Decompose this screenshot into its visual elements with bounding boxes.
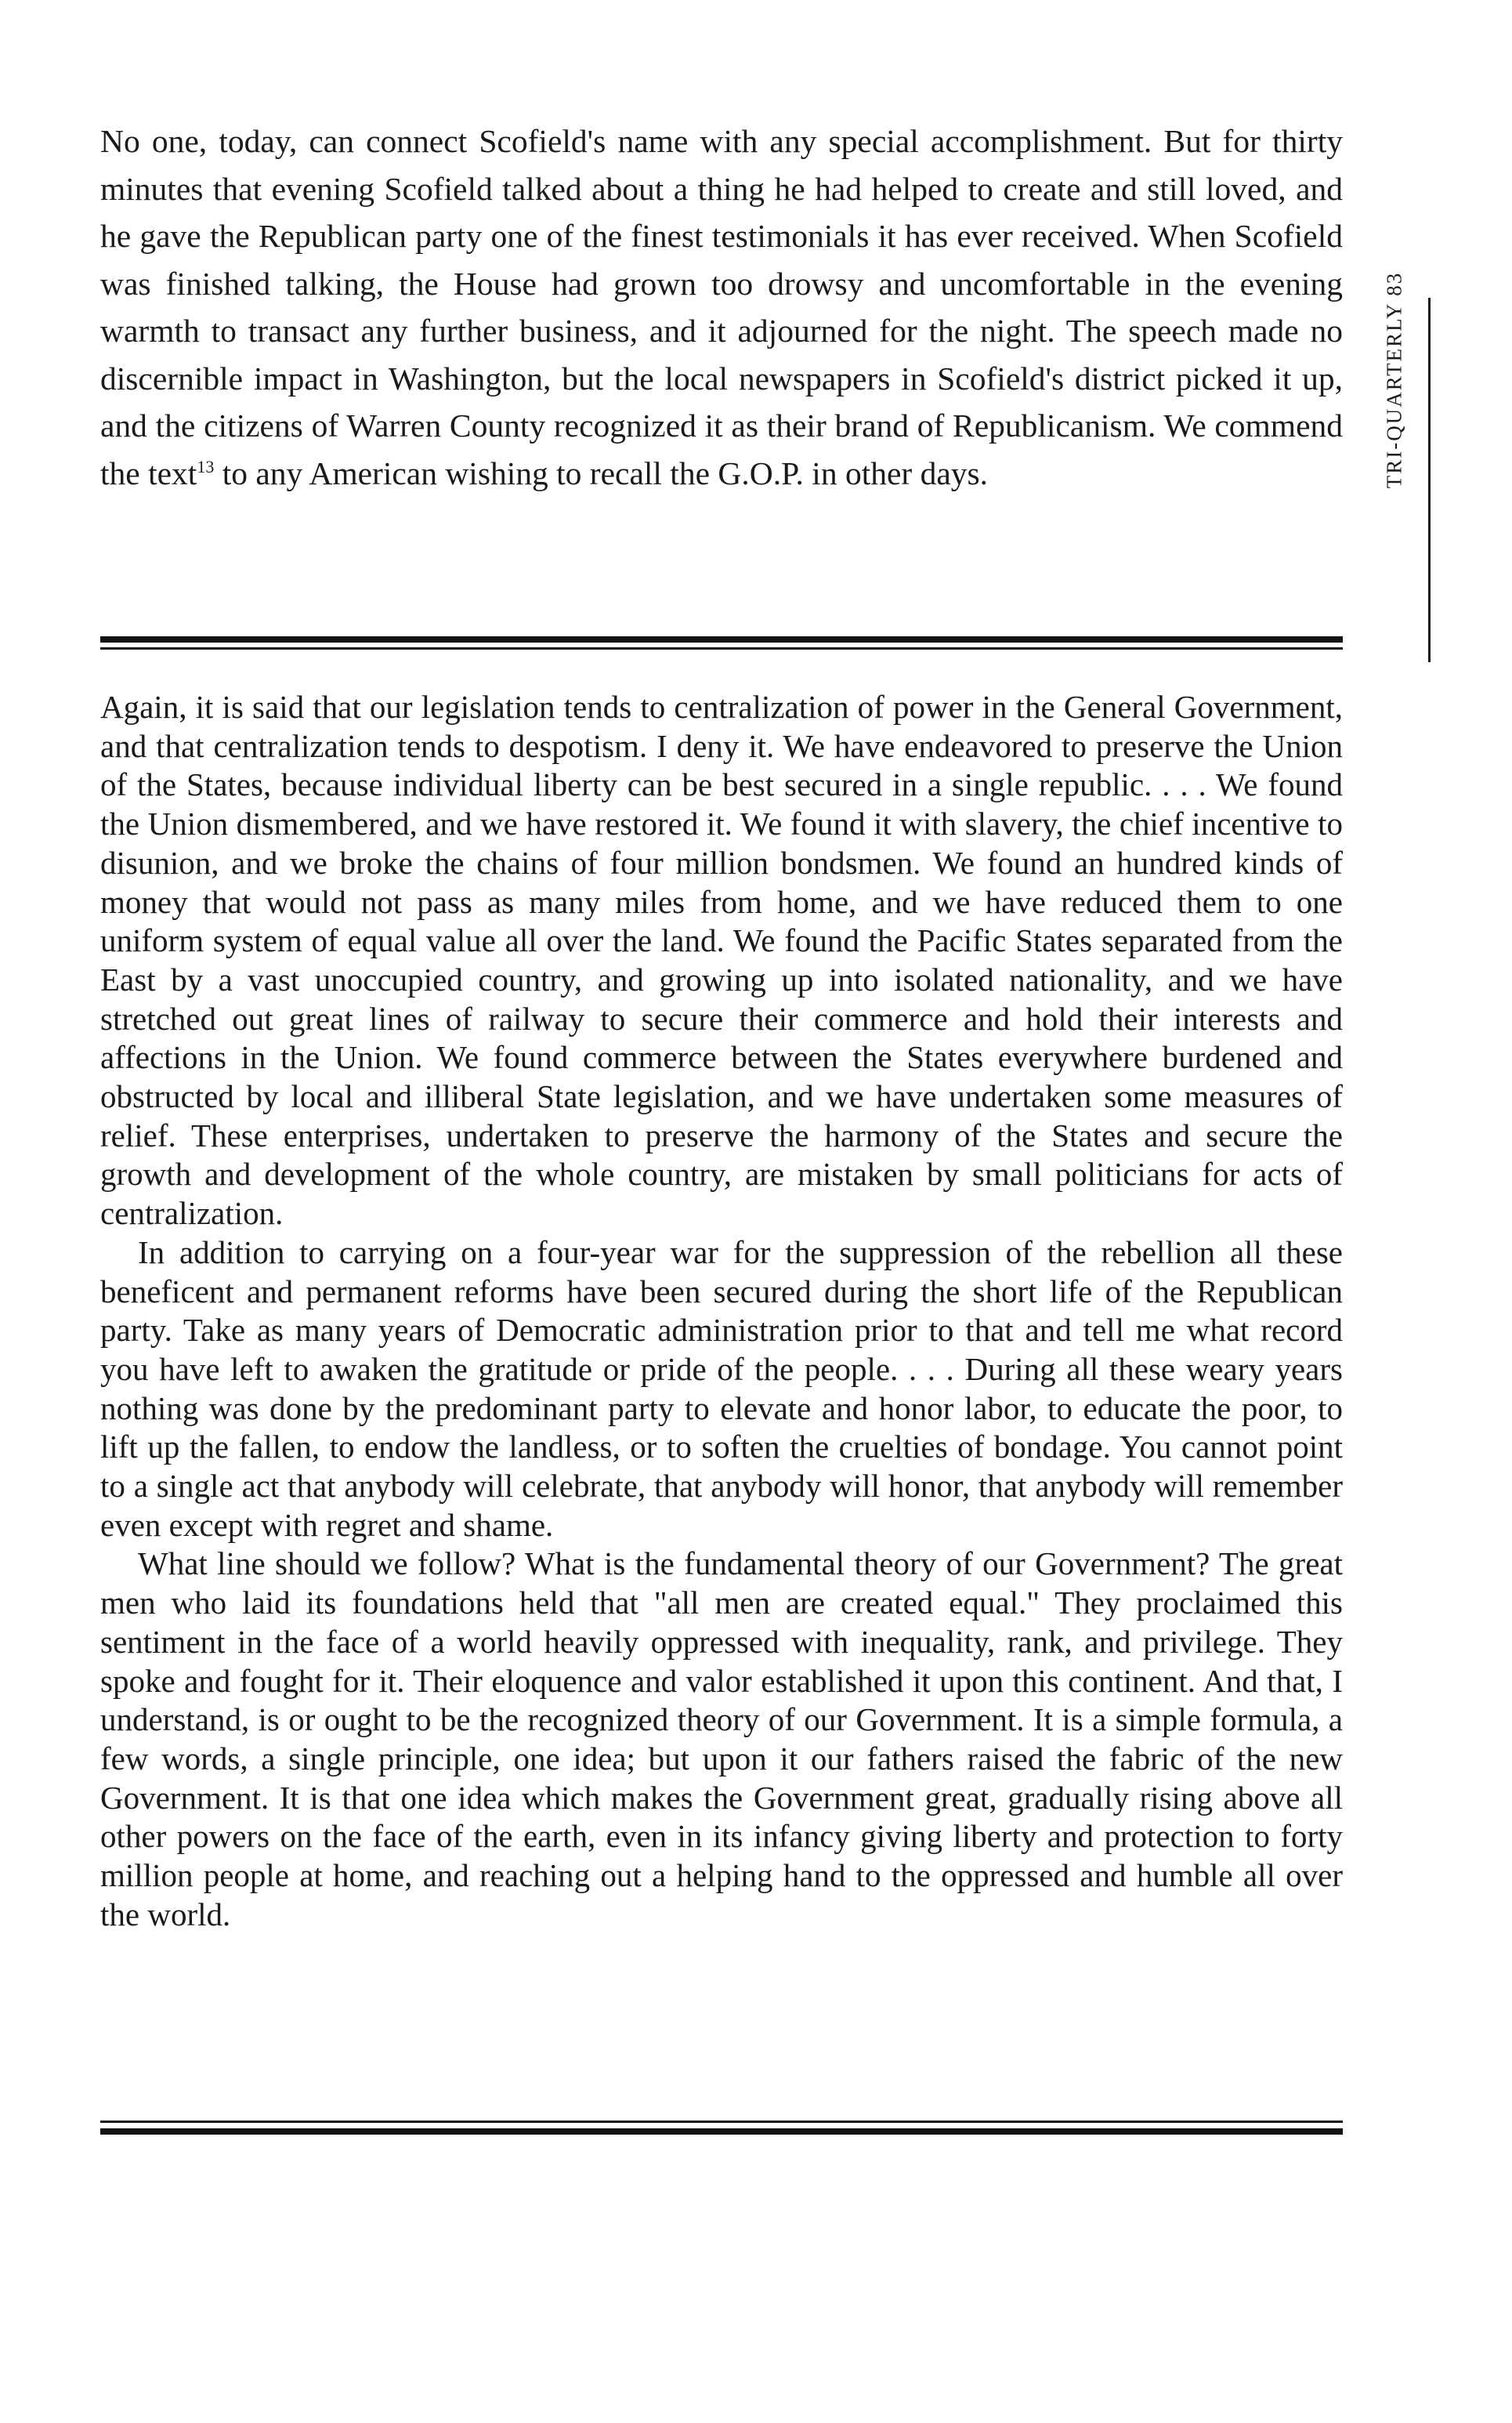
running-head-text: TRI-QUARTERLY 83 <box>1382 271 1406 489</box>
quote-paragraph: In addition to carrying on a four-year war for the suppression of the rebellion all these beneficent and permanent reforms have been secured during the short life of the Republican party. Take as many years of Democratic administration prior to that and tell me what record you have left to awaken the gratitude or pride of the people. . . . During all these weary years nothing was done by the predominant party to elevate and honor labor, to educate the poor, to lift up the fallen, to endow the landless, or to soften the cruelties of bondage. You cannot point to a single act that anybody will celebrate, that anybody will honor, that anybody will remember even except with regret and shame. <box>100 1233 1343 1543</box>
quote-paragraph: What line should we follow? What is the fundamental theory of our Government? The great men who laid its foundations held that "all men are created equal." They proclaimed this sentiment in the face of a world heavily oppressed with inequality, rank, and privilege. They spoke and fought for it. Their eloquence and valor established it upon this continent. And that, I understand, is or ought to be the recognized theory of our Government. It is a simple formula, a few words, a single principle, one idea; but upon it our fathers raised the fabric of the new Government. It is that one idea which makes the Government great, gradually rising above all other powers on the face of the earth, even in its infancy giving liberty and protection to forty million people at home, and reaching out a helping hand to the oppressed and humble all over the world. <box>100 1545 1343 1932</box>
intro-paragraph <box>100 118 1343 497</box>
speech-quotation <box>100 688 1343 1935</box>
bottom-rule-thin <box>100 2121 1343 2123</box>
intro-text: No one, today, can connect Scofield's name with any special accomplishment. But for thirty minutes that evening Scofield talked about a thing he had helped to create and still loved, and he gave the Republican party one of the finest testimonials it has ever received. When Scofield was finished talking, the House had grown too drowsy and uncomfortable in the evening warmth to transact any further business, and it adjourned for the night. The speech made no discernible impact in Washington, but the local newspapers in Scofield's district picked it up, and the citizens of Warren County recognized it as their brand of Republicanism. We commend the text <box>100 123 1343 491</box>
top-rule-thick <box>100 636 1343 643</box>
quote-paragraph: Again, it is said that our legislation tends to centralization of power in the General Government, and that centralization tends to despotism. I deny it. We have endeavored to preserve the Union of the States, because individual liberty can be best secured in a single republic. . . . We found the Union dismembered, and we have restored it. We found it with slavery, the chief incentive to disunion, and we broke the chains of four million bondsmen. We found an hundred kinds of money that would not pass as many miles from home, and we have reduced them to one uniform system of equal value all over the land. We found the Pacific States separated from the East by a vast unoccupied country, and growing up into isolated nationality, and we have stretched out great lines of railway to secure their commerce and hold their interests and affections in the Union. We found commerce between the States everywhere burdened and obstructed by local and illiberal State legislation, and we have undertaken some measures of relief. These enterprises, undertaken to preserve the harmony of the States and secure the growth and development of the whole country, are mistaken by small politicians for acts of centralization. <box>100 689 1343 1232</box>
running-head-rule <box>1428 298 1431 662</box>
intro-text-end: to any American wishing to recall the G.O.P. in other days. <box>214 455 989 491</box>
top-rule-thin <box>100 647 1343 650</box>
bottom-rule-thick <box>100 2128 1343 2135</box>
footnote-reference[interactable]: 13 <box>197 456 215 476</box>
